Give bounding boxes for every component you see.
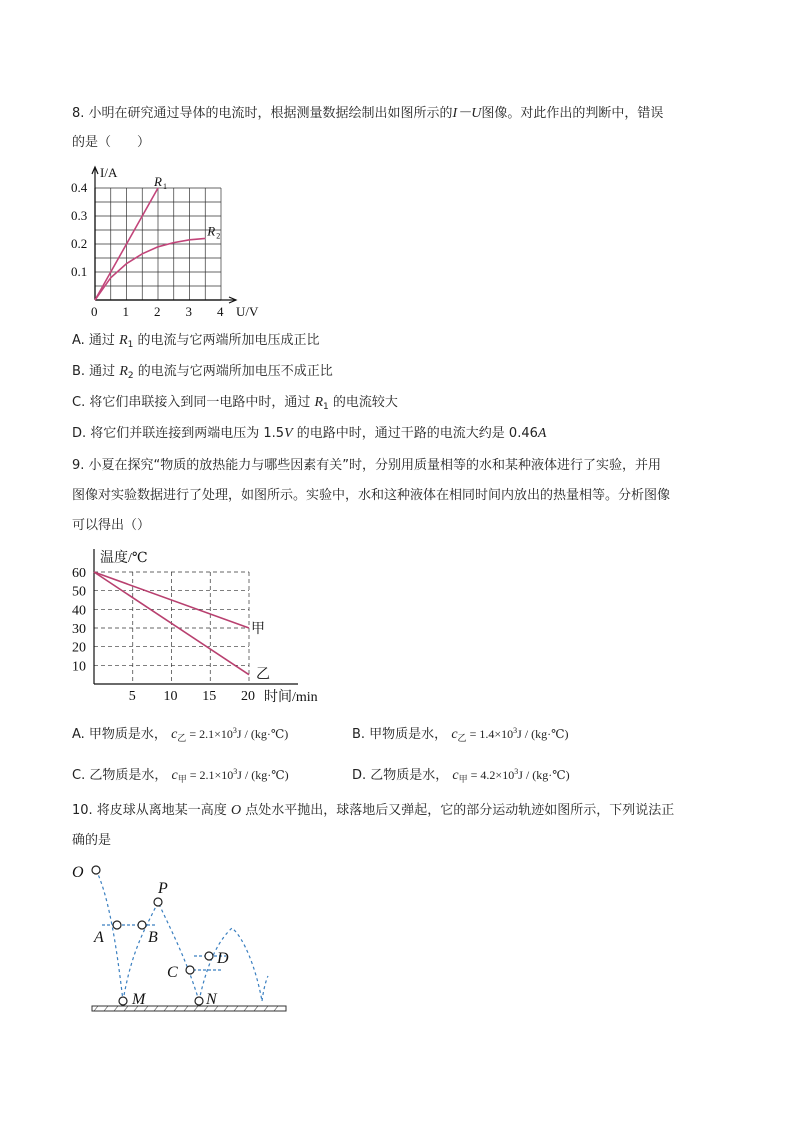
x-axis-label: 时间/min	[264, 690, 318, 705]
label-m: M	[132, 991, 146, 1008]
series-label-yi: 乙	[256, 667, 270, 683]
q8-stem-line1: 8. 小明在研究通过导体的电流时，根据测量数据绘制出如图所示的I－U图像。对此作出的判断中，错误	[72, 106, 664, 121]
series-label-r1: R	[154, 174, 162, 189]
trajectory-path	[262, 976, 268, 1001]
x-tick-label: 2	[154, 304, 161, 319]
label-b: B	[148, 929, 158, 946]
ball-n	[195, 997, 203, 1005]
q9-option-a[interactable]: A. 甲物质是水， $c_乙 = 2.1\times 10^3J$ / (kg·℃)	[72, 726, 289, 743]
formula-c: $c_甲 = 2.1\times 10^3J$ / (kg·℃)	[171, 767, 289, 784]
q9-option-d[interactable]: D. 乙物质是水， $c_甲 = 4.2\times 10^3J$ / (kg·℃)	[352, 767, 570, 784]
y-tick-label: 0.2	[71, 236, 88, 251]
y-axis-label: I/A	[100, 165, 118, 180]
x-tick-label: 15	[202, 689, 217, 704]
label-c: C	[167, 964, 178, 981]
bounce-trajectory-figure	[66, 858, 296, 1018]
y-tick-label: 20	[72, 640, 86, 656]
x-tick-label: 10	[163, 689, 178, 704]
formula-a: $c_乙 = 2.1\times 10^3J$ / (kg·℃)	[171, 726, 289, 743]
iu-chart	[66, 162, 266, 320]
x-tick-label: 0	[91, 304, 98, 319]
q8-stem-line2: 的是（ ）	[72, 135, 151, 150]
ball-c	[186, 966, 194, 974]
q8-option-c[interactable]: C. 将它们串联接入到同一电路中时，通过 $R_1$ 的电流较大	[72, 395, 398, 412]
ball-b	[138, 921, 146, 929]
x-tick-label: 1	[122, 304, 129, 319]
x-tick-label: 3	[185, 304, 192, 319]
y-axis-label: 温度/℃	[100, 551, 148, 566]
y-tick-label: 0.4	[71, 180, 88, 195]
ball-p	[154, 898, 162, 906]
q9-option-c[interactable]: C. 乙物质是水， $c_甲 = 2.1\times 10^3J$ / (kg·℃)	[72, 767, 289, 784]
x-axis-label: U/V	[236, 304, 259, 319]
q9-stem-line2: 图像对实验数据进行了处理，如图所示。实验中，水和这种液体在相同时间内放出的热量相等。分析图像	[72, 488, 671, 503]
series-label-r2: R	[207, 223, 216, 239]
iu-symbol: I－U	[452, 106, 482, 121]
q9-stem-line3: 可以得出（）	[72, 518, 151, 533]
formula-d: $c_甲 = 4.2\times 10^3J$ / (kg·℃)	[452, 767, 570, 784]
label-a: A	[94, 929, 104, 946]
q10-stem-line1: 10. 将皮球从离地某一高度 O 点处水平抛出，球落地后又弹起，它的部分运动轨迹如图所示，下列说法正	[72, 803, 675, 818]
ball-a	[113, 921, 121, 929]
label-d: D	[217, 950, 229, 967]
label-n: N	[206, 991, 217, 1008]
series-label-r1-sub: 1	[163, 182, 167, 191]
ball-m	[119, 997, 127, 1005]
q8-option-b[interactable]: B. 通过 $R_2$ 的电流与它两端所加电压不成正比	[72, 364, 333, 381]
q10-stem-line2: 确的是	[72, 833, 112, 848]
ground	[92, 1006, 286, 1011]
series-label-jia: 甲	[251, 622, 265, 637]
y-tick-label: 0.3	[71, 208, 88, 223]
formula-b: $c_乙 = 1.4\times 10^3J$ / (kg·℃)	[451, 726, 569, 743]
x-tick-label: 4	[217, 304, 224, 319]
series-label-r2-sub: 2	[216, 231, 221, 241]
label-o: O	[72, 864, 84, 881]
x-tick-label: 20	[241, 689, 255, 704]
ball-o	[92, 866, 100, 874]
q8-option-d[interactable]: D. 将它们并联连接到两端电压为 1.5V 的电路中时，通过干路的电流大约是 0.46A	[72, 426, 547, 441]
y-tick-label: 10	[72, 659, 86, 675]
y-tick-label: 30	[72, 622, 86, 637]
q8-option-a[interactable]: A. 通过 $R_1$ 的电流与它两端所加电压成正比	[72, 333, 320, 350]
q9-option-b[interactable]: B. 甲物质是水， $c_乙 = 1.4\times 10^3J$ / (kg·℃)	[352, 726, 569, 743]
y-tick-label: 40	[72, 603, 86, 619]
q9-stem-line1: 9. 小夏在探究“物质的放热能力与哪些因素有关”时，分别用质量相等的水和某种液体进行了实验，并用	[72, 458, 662, 473]
y-tick-label: 60	[72, 566, 86, 581]
y-tick-label: 50	[72, 584, 86, 600]
temperature-chart	[66, 545, 336, 705]
trajectory-path	[123, 902, 199, 1001]
ball-d	[205, 952, 213, 960]
y-tick-label: 0.1	[71, 264, 88, 279]
label-p: P	[158, 880, 168, 897]
x-tick-label: 5	[128, 689, 136, 704]
